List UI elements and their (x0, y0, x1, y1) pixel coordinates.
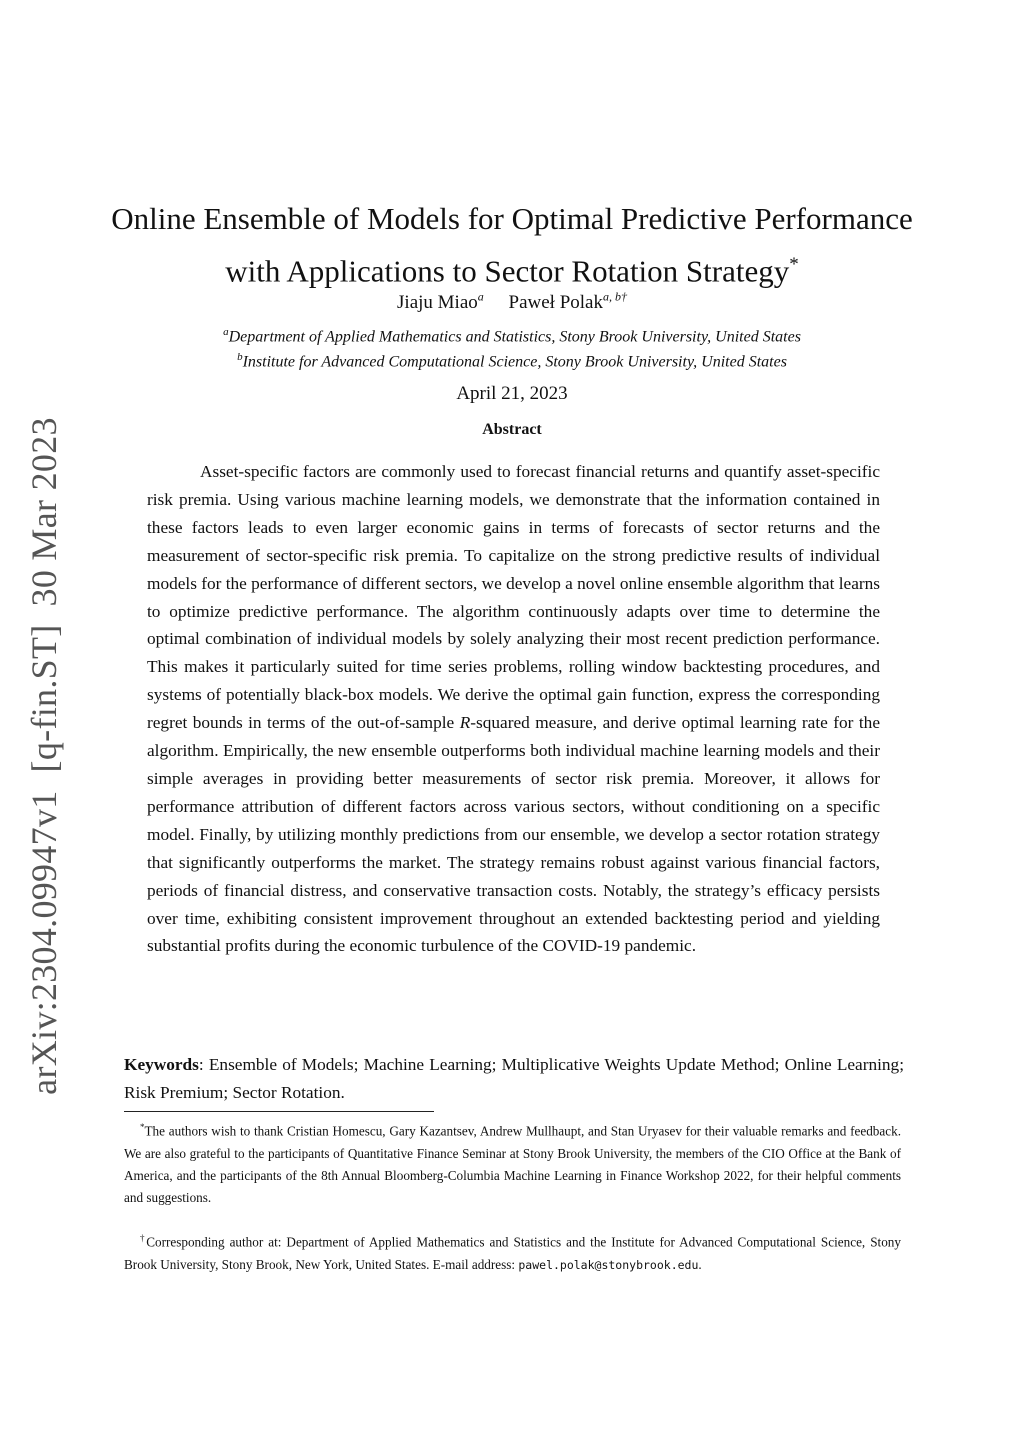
keywords (124, 1051, 904, 1106)
author-affil-mark: a (477, 290, 484, 304)
title-footnote-mark: * (789, 254, 799, 275)
affiliation-mark: b (237, 351, 243, 364)
abstract-heading: Abstract (482, 421, 542, 438)
arxiv-date: 30 Mar 2023 (24, 417, 64, 607)
affiliation (100, 322, 924, 347)
paper-title (100, 196, 924, 294)
footnote-text: The authors wish to thank Cristian Homescu, Gary Kazantsev, Andrew Mullhaupt, and Stan Uryasev for their valuable remarks and feedback. We are also grateful to the participants of Quantitative Finance Seminar at Stony Brook University, the members of the CIO Office at the Bank of America, and the participants of the 8th Annual Bloomberg-Columbia Machine Learning in Finance Workshop 2022, for their helpful comments and suggestions. (124, 1123, 901, 1206)
footnote-acknowledgements (124, 1116, 901, 1210)
abstract-text-part-1: Asset-specific factors are commonly used to forecast financial returns and quantify asset-specific risk premia. Using various machine learning models, we demonstrate that the information contained in these factors leads to even larger economic gains in terms of forecasts of sector returns and the measurement of sector-specific risk premia. To capitalize on the strong predictive results of individual models for the performance of different sectors, we develop a novel online ensemble algorithm that learns to optimize predictive performance. The algorithm continuously adapts over time to determine the optimal combination of individual models by solely analyzing their most recent prediction performance. This makes it particularly suited for time series problems, rolling window backtesting procedures, and systems of potentially black-box models. We derive the optimal gain function, express the corresponding regret bounds in terms of the out-of-sample (147, 462, 880, 733)
footnote-divider (124, 1111, 434, 1112)
title-line-1: Online Ensemble of Models for Optimal Predictive Performance (111, 201, 913, 236)
author-name: Jiaju Miao (397, 292, 478, 314)
footnote-mark: † (140, 1233, 147, 1243)
author-name: Paweł Polak (508, 292, 603, 314)
affiliations (100, 322, 924, 373)
footnote-text: Corresponding author at: Department of Applied Mathematics and Statistics and the Institute for Advanced Computational Science, Stony Brook University, Stony Brook, New York, United States. E-mail address: (124, 1234, 901, 1272)
arxiv-id: arXiv:2304.09947v1 (24, 790, 64, 1095)
author (509, 292, 627, 313)
affiliation-text: Department of Applied Mathematics and Statistics, Stony Brook University, United States (228, 328, 801, 346)
paper-date: April 21, 2023 (456, 383, 568, 404)
keywords-label: Keywords (124, 1055, 199, 1074)
author-affil-mark: a, b† (602, 290, 627, 304)
abstract-text-part-2: -squared measure, and derive optimal learning rate for the algorithm. Empirically, the new ensemble outperforms both individual machine learning models and their simple averages in providing better measurements of sector risk premia. Moreover, it allows for performance attribution of different factors across various sectors, without conditioning on a specific model. Finally, by utilizing monthly predictions from our ensemble, we develop a sector rotation strategy that significantly outperforms the market. The strategy remains robust against various financial factors, periods of financial distress, and conservative transaction costs. Notably, the strategy’s efficacy persists over time, exhibiting consistent improvement throughout an extended backtesting period and yielding substantial profits during the economic turbulence of the COVID-19 pandemic. (147, 713, 880, 956)
keywords-text: : Ensemble of Models; Machine Learning; Multiplicative Weights Update Method; Online Learning; Risk Premium; Sector Rotation. (124, 1055, 904, 1102)
affiliation (100, 347, 924, 372)
arxiv-category: [q-fin.ST] (24, 624, 64, 773)
footnote-corresponding-author (124, 1227, 901, 1276)
title-line-2: with Applications to Sector Rotation Strategy (225, 253, 790, 289)
arxiv-side-identifier (23, 417, 65, 1095)
footnote-mark: * (140, 1122, 145, 1132)
abstract-math-symbol: R (459, 713, 471, 733)
affiliation-mark: a (223, 326, 229, 338)
author (397, 292, 484, 313)
email-address[interactable]: pawel.polak@stonybrook.edu (518, 1257, 699, 1272)
footnote-trailing: . (698, 1256, 702, 1272)
author-list (100, 290, 924, 314)
abstract-body (147, 458, 880, 960)
affiliation-text: Institute for Advanced Computational Science, Stony Brook University, United States (242, 353, 787, 371)
